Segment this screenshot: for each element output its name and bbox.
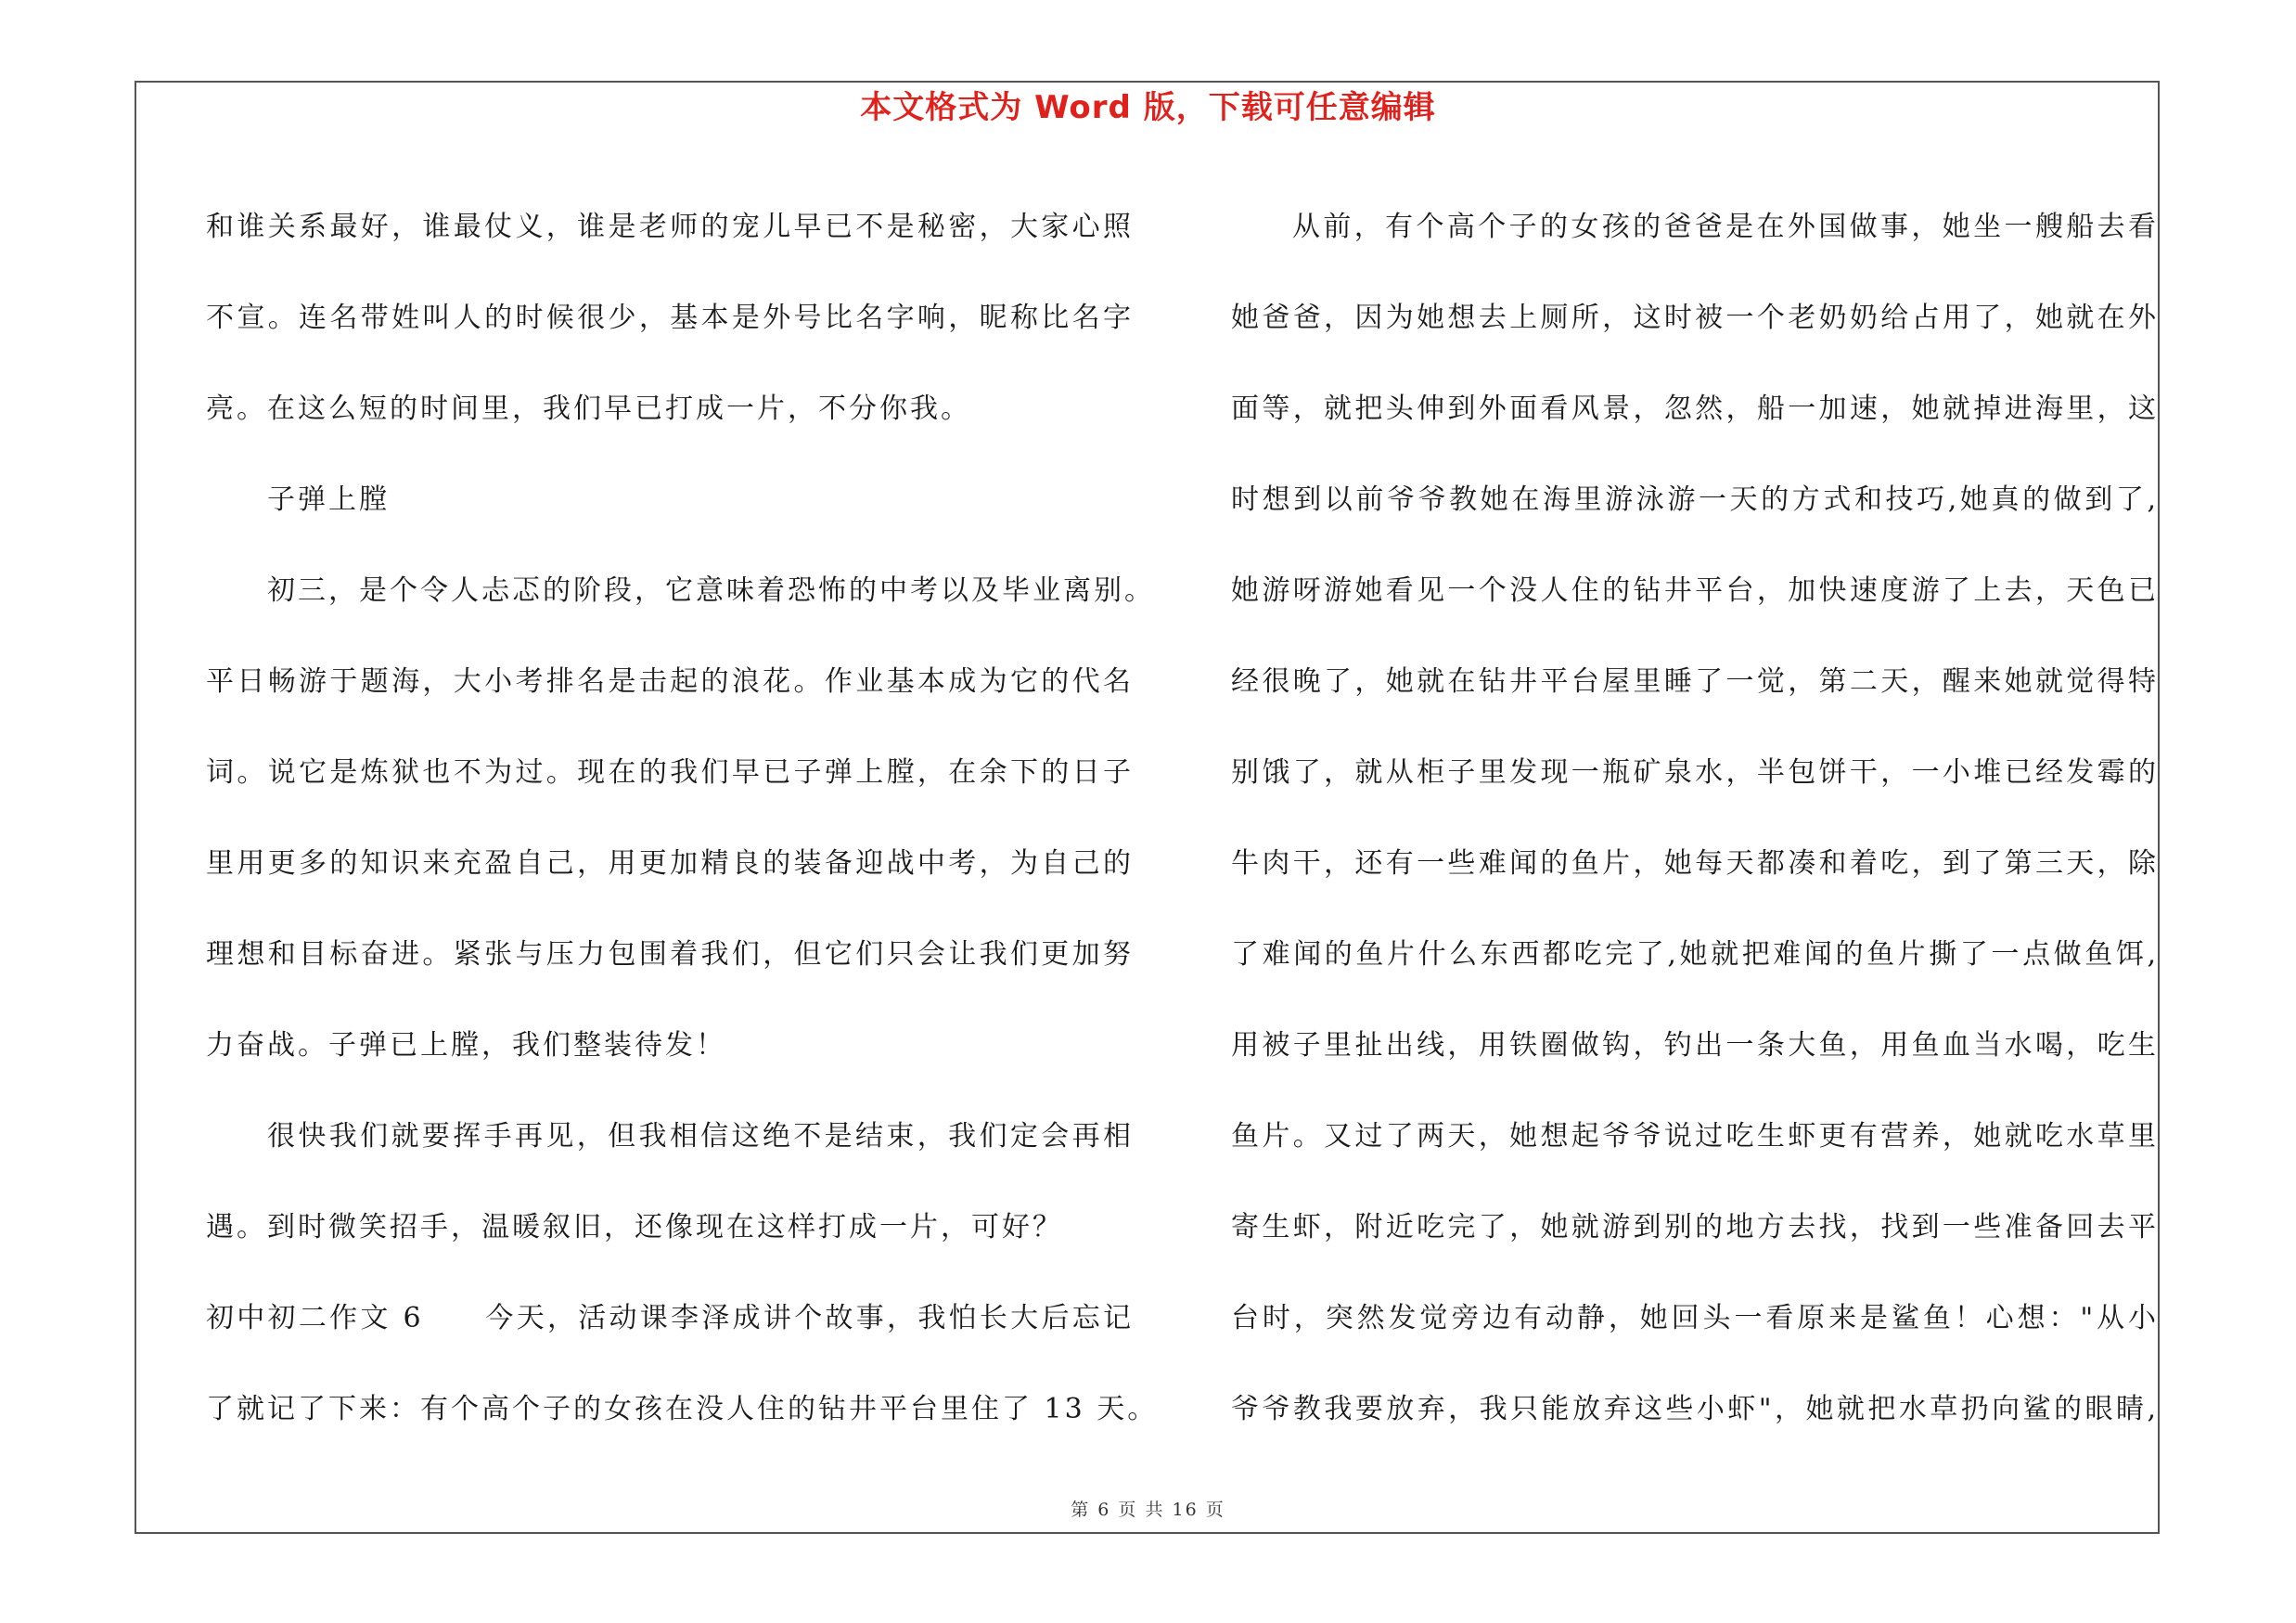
right-text-column	[1231, 182, 2159, 1455]
text-line: 里用更多的知识来充盈自己，用更加精良的装备迎战中考，为自己的	[206, 847, 1134, 880]
text-line: 时想到以前爷爷教她在海里游泳游一天的方式和技巧,她真的做到了,	[1231, 483, 2159, 516]
text-line: 和谁关系最好，谁最仗义，谁是老师的宠儿早已不是秘密，大家心照	[206, 211, 1134, 243]
text-line: 词。说它是炼狱也不为过。现在的我们早已子弹上膛，在余下的日子	[206, 756, 1134, 789]
text-line: 用被子里扯出线，用铁圈做钩，钓出一条大鱼，用鱼血当水喝，吃生	[1231, 1029, 2159, 1062]
text-line: 爷爷教我要放弃，我只能放弃这些小虾"，她就把水草扔向鲨的眼睛,	[1231, 1393, 2159, 1425]
text-line: 别饿了，就从柜子里发现一瓶矿泉水，半包饼干，一小堆已经发霉的	[1231, 756, 2159, 789]
text-line: 台时，突然发觉旁边有动静，她回头一看原来是鲨鱼！心想："从小	[1231, 1302, 2159, 1334]
text-line: 很快我们就要挥手再见，但我相信这绝不是结束，我们定会再相	[267, 1120, 1134, 1153]
page-number: 第 6 页 共 16 页	[1071, 1500, 1225, 1520]
text-line: 鱼片。又过了两天，她想起爷爷说过吃生虾更有营养，她就吃水草里	[1231, 1120, 2159, 1153]
text-line: 她游呀游她看见一个没人住的钻井平台，加快速度游了上去，天色已	[1231, 574, 2159, 607]
left-text-column	[206, 182, 1159, 1455]
text-line: 力奋战。子弹已上膛，我们整装待发！	[206, 1029, 726, 1062]
text-line: 牛肉干，还有一些难闻的鱼片，她每天都凑和着吃，到了第三天，除	[1231, 847, 2159, 880]
text-line: 遇。到时微笑招手，温暖叙旧，还像现在这样打成一片，可好？	[206, 1211, 1063, 1243]
text-line: 初中初二作文 6 今天，活动课李泽成讲个故事，我怕长大后忘记	[206, 1302, 1134, 1334]
text-line: 平日畅游于题海，大小考排名是击起的浪花。作业基本成为它的代名	[206, 665, 1134, 698]
text-line: 不宣。连名带姓叫人的时候很少，基本是外号比名字响，昵称比名字	[206, 302, 1134, 334]
text-line: 理想和目标奋进。紧张与压力包围着我们，但它们只会让我们更加努	[206, 938, 1134, 971]
text-line: 亮。在这么短的时间里，我们早已打成一片，不分你我。	[206, 393, 971, 425]
text-line: 面等，就把头伸到外面看风景，忽然，船一加速，她就掉进海里，这	[1231, 393, 2159, 425]
format-banner: 本文格式为 Word 版，下载可任意编辑	[860, 89, 1436, 126]
text-line: 她爸爸，因为她想去上厕所，这时被一个老奶奶给占用了，她就在外	[1231, 302, 2159, 334]
section-heading: 子弹上膛	[267, 483, 390, 516]
text-line: 了就记了下来：有个高个子的女孩在没人住的钻井平台里住了 13 天。	[206, 1393, 1159, 1425]
text-line: 初三，是个令人忐忑的阶段，它意味着恐怖的中考以及毕业离别。	[267, 574, 1155, 607]
text-line: 从前，有个高个子的女孩的爸爸是在外国做事，她坐一艘船去看	[1292, 211, 2159, 243]
text-line: 了难闻的鱼片什么东西都吃完了,她就把难闻的鱼片撕了一点做鱼饵,	[1231, 938, 2159, 971]
text-line: 经很晚了，她就在钻井平台屋里睡了一觉，第二天，醒来她就觉得特	[1231, 665, 2159, 698]
text-line: 寄生虾，附近吃完了，她就游到别的地方去找，找到一些准备回去平	[1231, 1211, 2159, 1243]
